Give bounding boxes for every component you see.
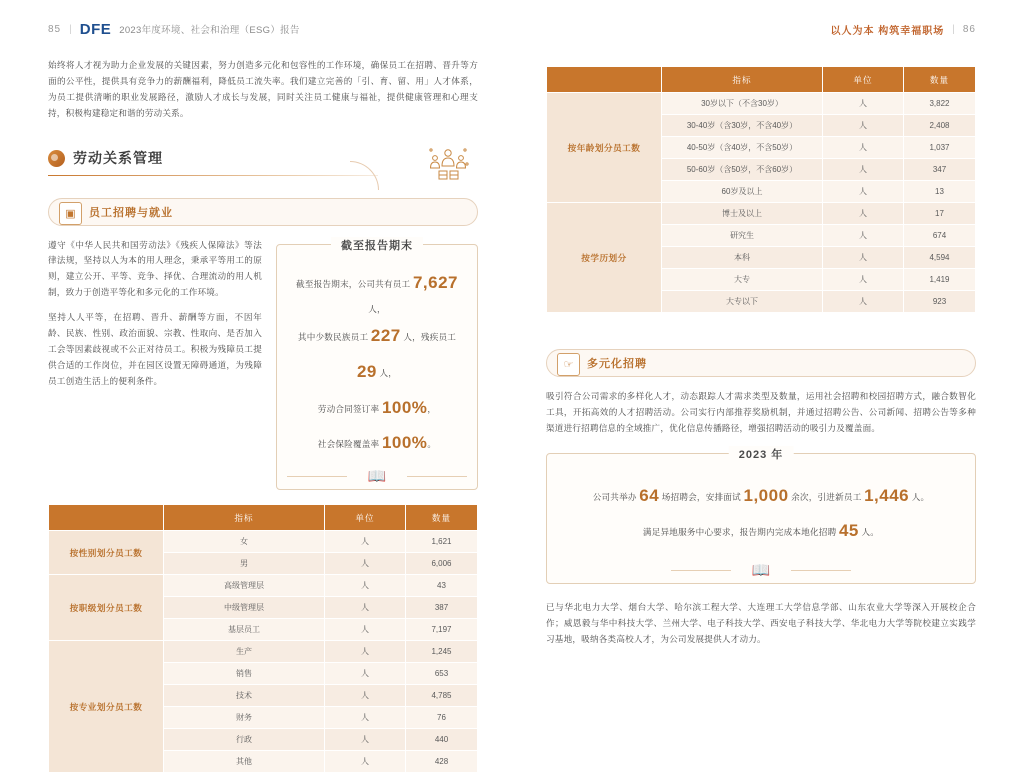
highlight-line-1-post: 人， <box>368 304 386 315</box>
table-cell-unit: 人 <box>325 707 406 729</box>
highlight-line-1-number: 7,627 <box>412 272 458 292</box>
table-cell-unit: 人 <box>823 225 904 247</box>
table-cell-category: 按职级划分员工数 <box>49 575 164 641</box>
table-cell-category: 按性别划分员工数 <box>49 531 164 575</box>
highlight-line-4-pre: 社会保险覆盖率 <box>317 439 382 450</box>
header-separator: | <box>69 23 72 35</box>
subsection-label: 员工招聘与就业 <box>89 206 173 219</box>
table-col-indicator: 指标 <box>662 67 823 93</box>
highlight-box-col <box>276 238 478 490</box>
highlight-line-2-number-1: 227 <box>370 326 401 346</box>
table-header-row <box>547 67 976 93</box>
table-cell-category: 按专业划分员工数 <box>49 641 164 773</box>
table-cell-indicator: 基层员工 <box>164 619 325 641</box>
highlight-title: 2023 年 <box>729 446 794 462</box>
section-rule <box>48 175 378 176</box>
highlight-line-2-number-2: 29 <box>356 361 377 381</box>
table-cell-indicator: 行政 <box>164 729 325 751</box>
table-cell-unit: 人 <box>325 619 406 641</box>
hl-r1-post: 人。 <box>909 491 930 502</box>
table-cell-unit: 人 <box>325 751 406 773</box>
table-cell-value: 387 <box>406 597 478 619</box>
highlight-line-2-mid: 人，残疾员工 <box>400 332 457 343</box>
section-heading-label: 劳动关系管理 <box>73 149 163 166</box>
paragraph-1: 遵守《中华人民共和国劳动法》《残疾人保障法》等法律法规，坚持以人为本的用人理念，秉承平等用工的原则，建立公开、平等、竞争、择优、合理流动的用人机制，致力于创造平等化和多元化的工作环境。 <box>48 239 262 298</box>
book-rule-left <box>671 570 731 571</box>
table-cell-category: 按学历划分 <box>547 203 662 313</box>
table-cell-unit: 人 <box>325 531 406 553</box>
table-cell-value: 13 <box>904 181 976 203</box>
table-cell-indicator: 40-50岁（含40岁，不含50岁） <box>662 137 823 159</box>
table-cell-value: 1,419 <box>904 269 976 291</box>
table-cell-unit: 人 <box>325 641 406 663</box>
highlight-line-3 <box>293 390 461 426</box>
table-cell-indicator: 本科 <box>662 247 823 269</box>
table-cell-indicator: 女 <box>164 531 325 553</box>
table-row <box>547 203 976 225</box>
bullet-circle-icon <box>48 150 65 167</box>
table-cell-indicator: 中级管理层 <box>164 597 325 619</box>
table-cell-indicator: 其他 <box>164 751 325 773</box>
highlight-box-employees <box>276 239 478 490</box>
table-cell-indicator: 大专 <box>662 269 823 291</box>
table-cell-unit: 人 <box>325 685 406 707</box>
table-cell-indicator: 30-40岁（含30岁，不含40岁） <box>662 115 823 137</box>
highlight-box-recruitment <box>546 448 976 584</box>
table-row <box>49 641 478 663</box>
hl-r1-num1: 64 <box>639 485 660 505</box>
table-cell-indicator: 高级管理层 <box>164 575 325 597</box>
recruitment-icon: ▣ <box>59 202 82 225</box>
table-col-unit: 单位 <box>325 505 406 531</box>
hl-r2-pre: 满足异地服务中心要求，报告期内完成本地化招聘 <box>642 527 839 538</box>
people-illustration-icon <box>426 144 470 182</box>
subsection-recruitment <box>48 198 478 226</box>
hl-r1-mid1: 场招聘会，安排面试 <box>659 491 744 502</box>
table-cell-value: 653 <box>406 663 478 685</box>
page-number-right: 86 <box>962 23 976 35</box>
table-cell-unit: 人 <box>325 663 406 685</box>
highlight-line-4-post: 。 <box>427 439 437 450</box>
hl-r1-num2: 1,000 <box>743 485 789 505</box>
section-heading-labor-relations <box>48 144 478 184</box>
table-cell-value: 76 <box>406 707 478 729</box>
table-col-category <box>49 505 164 531</box>
table-col-value: 数量 <box>406 505 478 531</box>
table-cell-unit: 人 <box>823 137 904 159</box>
left-column <box>48 58 478 773</box>
left-text-block <box>48 238 262 399</box>
hl-r2-num: 45 <box>838 521 859 541</box>
book-rule-right <box>791 570 851 571</box>
table-cell-value: 923 <box>904 291 976 313</box>
table-cell-value: 6,006 <box>406 553 478 575</box>
table-cell-unit: 人 <box>823 291 904 313</box>
table-row <box>49 531 478 553</box>
table-cell-indicator: 30岁以下（不含30岁） <box>662 93 823 115</box>
table-cell-value: 3,822 <box>904 93 976 115</box>
table-col-category <box>547 67 662 93</box>
highlight-line-2-pre: 其中少数民族员工 <box>297 332 371 343</box>
employee-table-right <box>546 66 976 313</box>
employee-table-left <box>48 504 478 773</box>
highlight-line-3-number: 100% <box>381 397 428 417</box>
table-cell-unit: 人 <box>823 181 904 203</box>
table-cell-unit: 人 <box>823 269 904 291</box>
book-rule-left <box>287 476 347 477</box>
table-cell-unit: 人 <box>823 93 904 115</box>
subsection-diverse-recruitment <box>546 349 976 377</box>
megaphone-icon: ☞ <box>557 353 580 376</box>
table-cell-category: 按年龄划分员工数 <box>547 93 662 203</box>
table-cell-unit: 人 <box>823 159 904 181</box>
highlight-title: 截至报告期末 <box>331 237 423 253</box>
hl-r1-num3: 1,446 <box>864 485 910 505</box>
table-cell-unit: 人 <box>325 575 406 597</box>
intro-paragraph: 始终将人才视为助力企业发展的关键因素，努力创造多元化和包容性的工作环境，确保员工在招聘、晋升等方面的公平性，提供具有竞争力的薪酬福利，降低员工流失率。我们建立完善的「引、育、留、用」人才体系，为员工提供清晰的职业发展路径，激励人才成长与发展，同时关注员工健康与福祉，提供健康管理和心理支持，积极构建稳定和谐的劳动关系。 <box>48 60 478 118</box>
table-cell-indicator: 60岁及以上 <box>662 181 823 203</box>
highlight-line-2 <box>293 318 461 389</box>
right-paragraph-1: 吸引符合公司需求的多样化人才，动态跟踪人才需求类型及数量，运用社会招聘和校园招聘方式，融合数智化工具，开拓高效的人才招聘活动。公司实行内部推荐奖励机制，并通过招聘公告、公司新闻、招聘公告等多种渠道进行招聘信息的全域推广，优化信息传播路径，增强招聘活动的吸引力及覆盖面。 <box>546 391 976 433</box>
report-title: 2023年度环境、社会和治理（ESG）报告 <box>119 25 300 36</box>
book-icon: 📖 <box>751 562 771 580</box>
table-cell-value: 428 <box>406 751 478 773</box>
table-cell-indicator: 大专以下 <box>662 291 823 313</box>
table-cell-indicator: 生产 <box>164 641 325 663</box>
table-cell-value: 1,037 <box>904 137 976 159</box>
table-cell-indicator: 研究生 <box>662 225 823 247</box>
table-col-unit: 单位 <box>823 67 904 93</box>
header-right <box>512 0 1024 58</box>
book-rule-right <box>407 476 467 477</box>
table-cell-value: 440 <box>406 729 478 751</box>
book-icon: 📖 <box>367 468 387 486</box>
highlight-line-3-post: ， <box>427 403 437 414</box>
table-cell-indicator: 销售 <box>164 663 325 685</box>
table-cell-value: 43 <box>406 575 478 597</box>
table-cell-value: 674 <box>904 225 976 247</box>
highlight-line-2 <box>563 513 959 549</box>
table-cell-value: 1,621 <box>406 531 478 553</box>
table-header-row <box>49 505 478 531</box>
header-left <box>0 0 512 58</box>
table-cell-value: 4,785 <box>406 685 478 707</box>
table-cell-unit: 人 <box>325 597 406 619</box>
table-cell-indicator: 男 <box>164 553 325 575</box>
table-cell-indicator: 财务 <box>164 707 325 729</box>
highlight-line-4 <box>293 425 461 461</box>
table-cell-unit: 人 <box>823 247 904 269</box>
table-cell-unit: 人 <box>823 203 904 225</box>
hl-r1-mid2: 余次，引进新员工 <box>788 491 865 502</box>
highlight-line-4-number: 100% <box>381 433 428 453</box>
right-paragraph-2: 已与华北电力大学、烟台大学、哈尔滨工程大学、大连理工大学信息学部、山东农业大学等深入开展校企合作；威恩毅与华中科技大学、兰州大学、电子科技大学、西安电子科技大学、华北电力大学等院校建立实践学习基地，吸纳各类高校人才，为公司发展提供人才动力。 <box>546 602 976 644</box>
highlight-line-1 <box>563 478 959 514</box>
table-cell-indicator: 技术 <box>164 685 325 707</box>
table-cell-unit: 人 <box>325 553 406 575</box>
highlight-line-2-post: 人， <box>376 367 398 378</box>
chapter-title: 以人为本 构筑幸福职场 <box>830 25 945 37</box>
table-row <box>49 575 478 597</box>
subsection-label: 多元化招聘 <box>587 358 647 370</box>
page-number-left: 85 <box>48 23 62 35</box>
table-col-indicator: 指标 <box>164 505 325 531</box>
table-cell-unit: 人 <box>823 115 904 137</box>
text-and-highlight-row <box>48 238 478 490</box>
table-col-value: 数量 <box>904 67 976 93</box>
hl-r1-pre: 公司共举办 <box>592 491 640 502</box>
table-cell-value: 347 <box>904 159 976 181</box>
table-cell-indicator: 博士及以上 <box>662 203 823 225</box>
brand-logo: DFE <box>79 20 112 38</box>
hl-r2-post: 人。 <box>858 527 880 538</box>
right-column <box>546 58 976 657</box>
paragraph-2: 坚持人人平等，在招聘、晋升、薪酬等方面，不因年龄、民族、性别、政治面貌、宗教、性取向、是否加入工会等因素歧视或不公正对待员工。积极为残障员工提供合适的工作岗位，并在园区设置无障碍通道，为残障员工创造生活上的便利条件。 <box>48 312 262 386</box>
table-cell-value: 17 <box>904 203 976 225</box>
highlight-line-1-pre: 截至报告期末，公司共有员工 <box>296 278 413 289</box>
header-separator-right: | <box>952 23 955 35</box>
highlight-line-1 <box>293 265 461 319</box>
highlight-line-3-pre: 劳动合同签订率 <box>317 403 382 414</box>
table-cell-value: 4,594 <box>904 247 976 269</box>
table-cell-value: 7,197 <box>406 619 478 641</box>
table-cell-value: 2,408 <box>904 115 976 137</box>
table-cell-value: 1,245 <box>406 641 478 663</box>
table-cell-indicator: 50-60岁（含50岁，不含60岁） <box>662 159 823 181</box>
table-row <box>547 93 976 115</box>
table-cell-unit: 人 <box>325 729 406 751</box>
